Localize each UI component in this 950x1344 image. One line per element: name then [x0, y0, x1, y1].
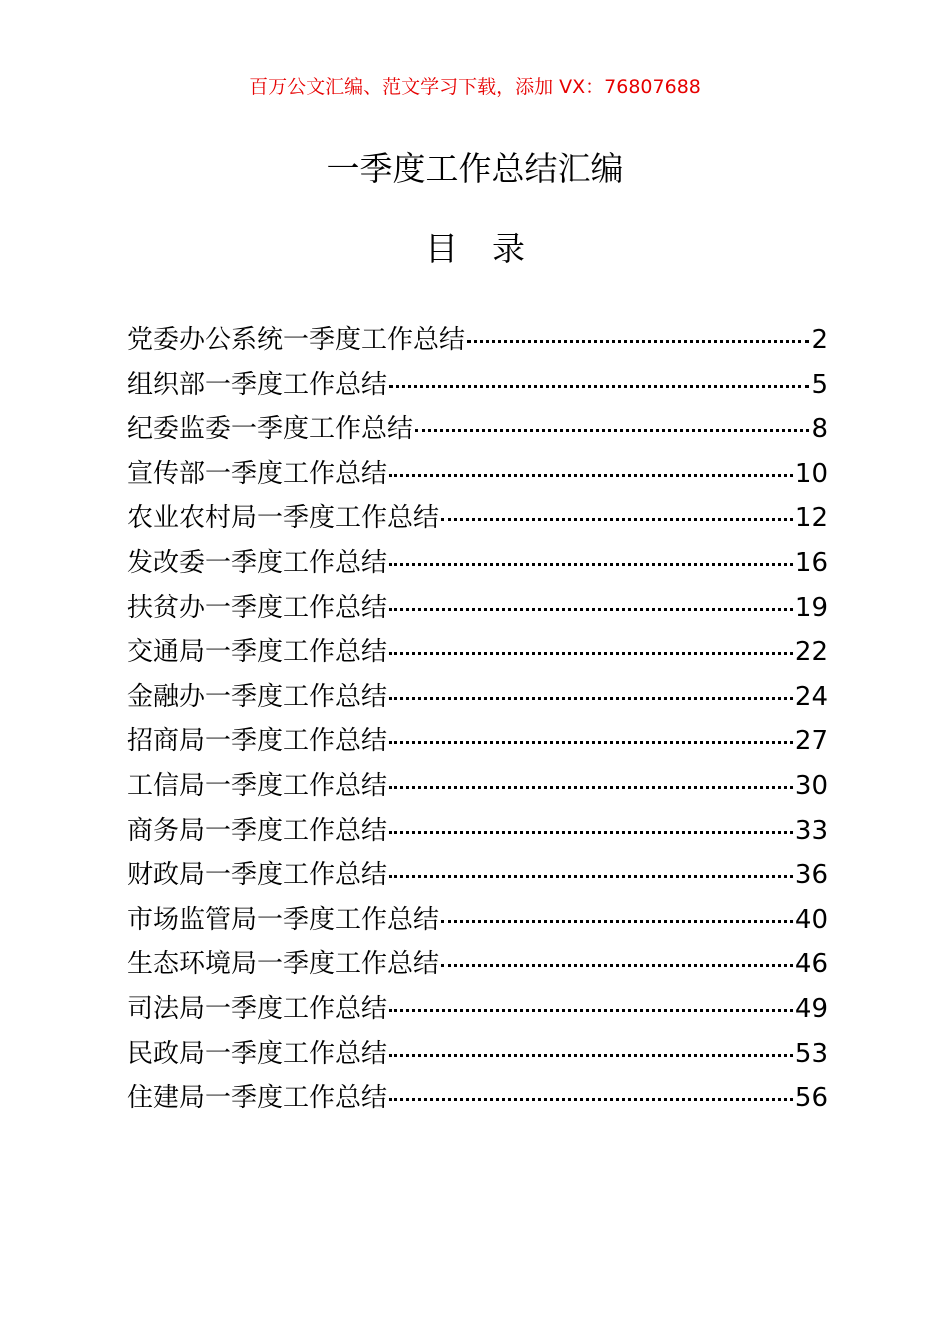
toc-dot-leader	[389, 875, 793, 878]
header-note: 百万公文汇编、范文学习下载，添加 VX：76807688	[249, 76, 701, 98]
toc-entry[interactable]	[127, 452, 828, 497]
toc-dot-leader	[389, 1054, 793, 1057]
toc-entry-label: 扶贫办一季度工作总结	[127, 592, 388, 623]
toc-entry-label: 纪委监委一季度工作总结	[127, 414, 414, 445]
toc-dot-leader	[389, 474, 793, 477]
toc-entry-page: 36	[794, 860, 828, 891]
toc-dot-leader	[467, 340, 809, 343]
toc-entry-label: 农业农村局一季度工作总结	[127, 503, 440, 534]
toc-entry-page: 46	[794, 949, 828, 980]
toc-entry-label: 工信局一季度工作总结	[127, 770, 388, 801]
toc-entry[interactable]	[127, 942, 828, 987]
toc-dot-leader	[389, 1009, 793, 1012]
toc-entry[interactable]	[127, 630, 828, 675]
toc-entry[interactable]	[127, 719, 828, 764]
toc-entry[interactable]	[127, 1076, 828, 1121]
toc-entry[interactable]	[127, 496, 828, 541]
toc-entry-label: 住建局一季度工作总结	[127, 1083, 388, 1114]
toc-entry[interactable]	[127, 853, 828, 898]
toc-entry-label: 生态环境局一季度工作总结	[127, 949, 440, 980]
toc-entry-label: 组织部一季度工作总结	[127, 369, 388, 400]
toc-dot-leader	[389, 831, 793, 834]
toc-entry-label: 司法局一季度工作总结	[127, 993, 388, 1024]
toc-entry[interactable]	[127, 318, 828, 363]
toc-dot-leader	[389, 741, 793, 744]
toc-entry-page: 2	[811, 325, 828, 355]
toc-entry-page: 16	[794, 547, 828, 578]
toc-dot-leader	[389, 697, 793, 700]
toc-entry-label: 宣传部一季度工作总结	[127, 458, 388, 489]
toc-entry[interactable]	[127, 987, 828, 1032]
toc-entry-page: 22	[794, 637, 828, 668]
toc-entry-page: 8	[811, 414, 828, 445]
toc-dot-leader	[389, 563, 793, 566]
toc-entry-page: 49	[794, 993, 828, 1024]
toc-entry-page: 33	[794, 815, 828, 846]
toc-dot-leader	[441, 964, 793, 967]
toc-entry-label: 党委办公系统一季度工作总结	[127, 325, 466, 355]
toc-dot-leader	[389, 608, 793, 611]
toc-heading: 目录	[425, 229, 559, 268]
toc-entry-page: 53	[794, 1038, 828, 1069]
toc-dot-leader	[441, 518, 793, 521]
toc-entry-label: 交通局一季度工作总结	[127, 637, 388, 668]
toc-dot-leader	[389, 652, 793, 655]
toc-entry-page: 27	[794, 726, 828, 757]
toc-entry-page: 10	[794, 458, 828, 489]
toc-entry[interactable]	[127, 764, 828, 809]
toc-dot-leader	[389, 385, 809, 388]
toc-entry-page: 40	[794, 904, 828, 935]
toc-dot-leader	[389, 1098, 793, 1101]
toc-entry[interactable]	[127, 1032, 828, 1077]
toc-entry-label: 商务局一季度工作总结	[127, 815, 388, 846]
toc-entry-label: 发改委一季度工作总结	[127, 547, 388, 578]
toc-entry[interactable]	[127, 363, 828, 408]
toc-dot-leader	[389, 786, 793, 789]
toc-entry[interactable]	[127, 541, 828, 586]
toc-entry-page: 56	[794, 1083, 828, 1114]
toc-dot-leader	[441, 920, 793, 923]
toc-entry[interactable]	[127, 675, 828, 720]
toc-entry-page: 5	[811, 369, 828, 400]
toc-entry-label: 民政局一季度工作总结	[127, 1038, 388, 1069]
toc-entry-label: 招商局一季度工作总结	[127, 726, 388, 757]
toc-entry-label: 市场监管局一季度工作总结	[127, 904, 440, 935]
toc-entry[interactable]	[127, 809, 828, 854]
toc-entry-page: 24	[794, 681, 828, 712]
table-of-contents	[127, 318, 828, 1121]
toc-entry[interactable]	[127, 586, 828, 631]
toc-entry-page: 19	[794, 592, 828, 623]
document-title: 一季度工作总结汇编	[326, 149, 624, 188]
toc-entry[interactable]	[127, 407, 828, 452]
toc-entry[interactable]	[127, 898, 828, 943]
toc-entry-page: 30	[794, 770, 828, 801]
toc-dot-leader	[415, 429, 809, 432]
toc-entry-page: 12	[794, 503, 828, 534]
toc-entry-label: 财政局一季度工作总结	[127, 860, 388, 891]
toc-entry-label: 金融办一季度工作总结	[127, 681, 388, 712]
